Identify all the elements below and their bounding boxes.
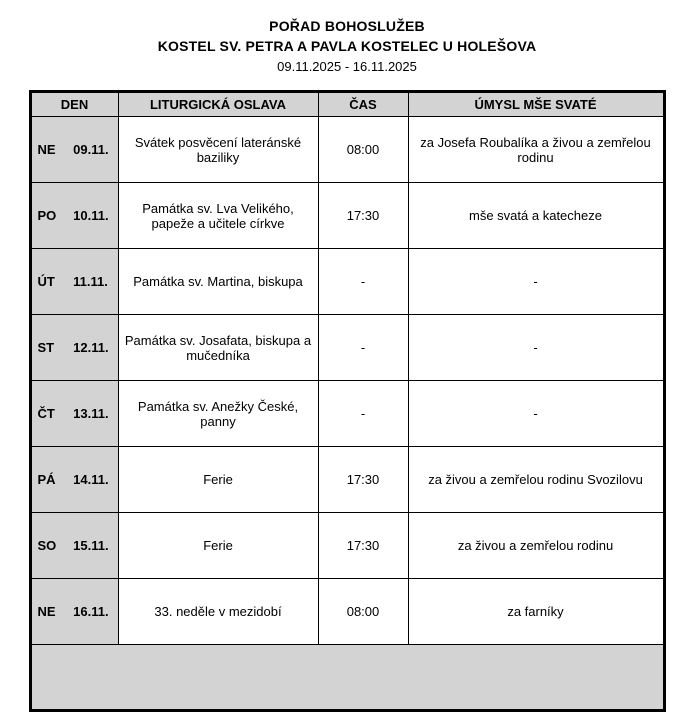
time-cell: 08:00 [318, 579, 408, 645]
day-abbrev: NE [37, 142, 56, 157]
day-abbrev: ČT [37, 406, 55, 421]
day-date: 14.11. [73, 472, 109, 487]
intention-cell: za živou a zemřelou rodinu [408, 513, 664, 579]
table-row [30, 183, 664, 249]
celebration-cell: Památka sv. Anežky České, panny [118, 381, 318, 447]
day-abbrev: PO [37, 208, 57, 223]
celebration-cell: Památka sv. Lva Velikého, papeže a učitele církve [118, 183, 318, 249]
time-cell: - [318, 381, 408, 447]
day-cell [30, 315, 118, 381]
intention-cell: - [408, 381, 664, 447]
day-cell [30, 579, 118, 645]
day-abbrev: PÁ [37, 472, 56, 487]
column-header-oslava: LITURGICKÁ OSLAVA [118, 92, 318, 117]
day-date: 10.11. [73, 208, 109, 223]
intention-cell: za farníky [408, 579, 664, 645]
day-date: 11.11. [73, 274, 108, 289]
day-abbrev: SO [37, 538, 57, 553]
column-header-den: DEN [30, 92, 118, 117]
table-row [30, 315, 664, 381]
intention-cell: za živou a zemřelou rodinu Svozilovu [408, 447, 664, 513]
time-cell: 17:30 [318, 183, 408, 249]
day-cell [30, 249, 118, 315]
table-row [30, 513, 664, 579]
day-date: 09.11. [73, 142, 109, 157]
day-cell [30, 447, 118, 513]
table-footer-strip [30, 645, 664, 711]
day-cell [30, 117, 118, 183]
day-date: 15.11. [73, 538, 109, 553]
day-date: 13.11. [73, 406, 109, 421]
celebration-cell: 33. neděle v mezidobí [118, 579, 318, 645]
date-range: 09.11.2025 - 16.11.2025 [277, 59, 417, 74]
intention-cell: za Josefa Roubalíka a živou a zemřelou rodinu [408, 117, 664, 183]
table-row [30, 117, 664, 183]
celebration-cell: Ferie [118, 513, 318, 579]
celebration-cell: Památka sv. Josafata, biskupa a mučedníka [118, 315, 318, 381]
table-row [30, 249, 664, 315]
time-cell: 17:30 [318, 447, 408, 513]
document-header [0, 18, 694, 74]
celebration-cell: Ferie [118, 447, 318, 513]
church-name: KOSTEL SV. PETRA A PAVLA KOSTELEC U HOLEŠOVA [157, 38, 537, 54]
column-header-umysl: ÚMYSL MŠE SVATÉ [408, 92, 664, 117]
column-header-cas: ČAS [318, 92, 408, 117]
intention-cell: - [408, 315, 664, 381]
day-abbrev: ST [37, 340, 55, 355]
day-date: 12.11. [73, 340, 109, 355]
day-cell [30, 183, 118, 249]
intention-cell: mše svatá a katecheze [408, 183, 664, 249]
celebration-cell: Památka sv. Martina, biskupa [118, 249, 318, 315]
day-abbrev: ÚT [37, 274, 55, 289]
intention-cell: - [408, 249, 664, 315]
day-date: 16.11. [73, 604, 109, 619]
table-row [30, 579, 664, 645]
table-row [30, 381, 664, 447]
day-cell [30, 513, 118, 579]
time-cell: 17:30 [318, 513, 408, 579]
day-abbrev: NE [37, 604, 56, 619]
schedule-table [29, 90, 666, 712]
table-row [30, 447, 664, 513]
time-cell: 08:00 [318, 117, 408, 183]
day-cell [30, 381, 118, 447]
celebration-cell: Svátek posvěcení lateránské baziliky [118, 117, 318, 183]
time-cell: - [318, 249, 408, 315]
footer-strip-cell [30, 645, 664, 711]
table-header [30, 92, 664, 117]
time-cell: - [318, 315, 408, 381]
page-title: POŘAD BOHOSLUŽEB [269, 18, 425, 34]
